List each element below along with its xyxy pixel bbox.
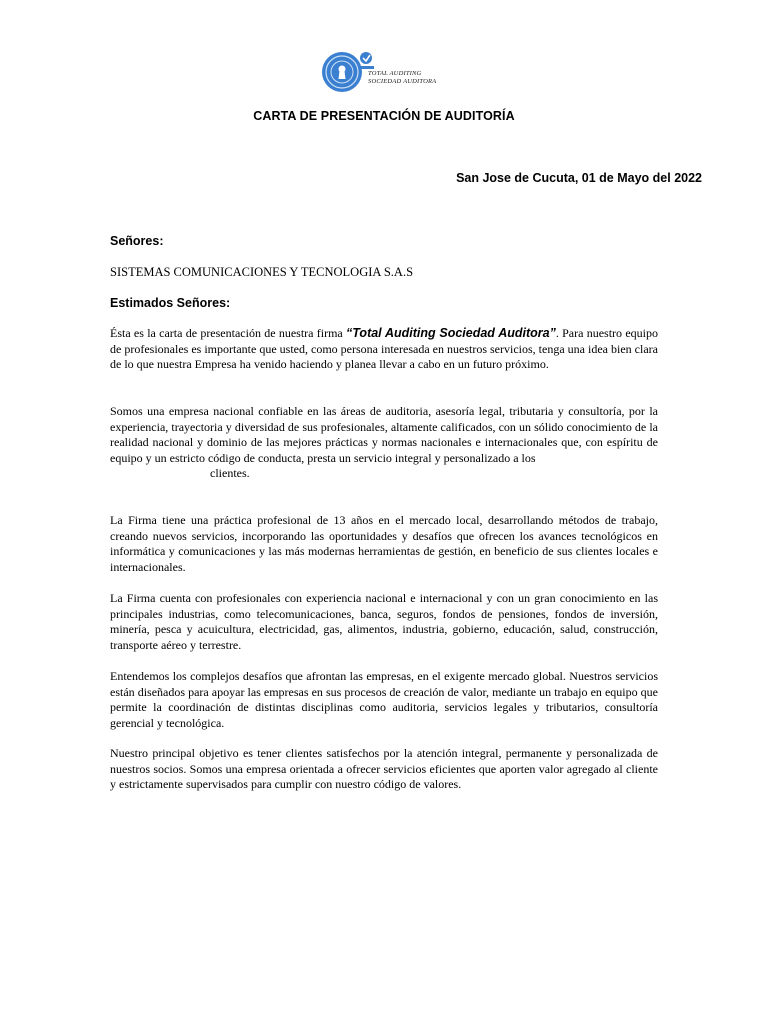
recipient-company: SISTEMAS COMUNICACIONES Y TECNOLOGIA S.A.S bbox=[110, 265, 414, 279]
about-text: Somos una empresa nacional confiable en las áreas de auditoria, asesoría legal, tributaria y consultoría, por la experiencia, trayectoria y diversidad de sus profesionales, altamente calificados, con un sólido conocimiento de la realidad nacional y dominio de las mejores prácticas y normas nacionales e internacionales que, con espíritu de equipo y un estricto código de conducta, presta un servicio integral y personalizado a los bbox=[110, 404, 658, 465]
logo-text bbox=[368, 70, 436, 86]
logo-line-1: TOTAL AUDITING bbox=[368, 70, 422, 77]
greeting: Estimados Señores: bbox=[110, 296, 231, 310]
paragraph-about bbox=[110, 404, 658, 482]
about-text-tail: clientes. bbox=[210, 466, 250, 480]
paragraph-objective: Nuestro principal objetivo es tener clientes satisfechos por la atención integral, permanente y personalizada de nuestros socios. Somos una empresa orientada a ofrecer servicios eficientes que aporten valor agregado al cliente y estrictamente supervisados para cumplir con nuestro código de valores. bbox=[110, 746, 658, 791]
intro-text-start: Ésta es la carta de presentación de nuestra firma bbox=[110, 326, 347, 340]
intro-text-end: . Para nuestro equipo de profesionales es importante que usted, como persona interesada en nuestros servicios, tenga una idea bien clara de lo que nuestra Empresa ha venido haciendo y planea llevar a cabo en un futuro próximo. bbox=[110, 326, 658, 371]
document-title: CARTA DE PRESENTACIÓN DE AUDITORÍA bbox=[253, 109, 515, 123]
salutation: Señores: bbox=[110, 234, 164, 248]
paragraph-introduction bbox=[110, 326, 658, 373]
paragraph-experience: La Firma tiene una práctica profesional de 13 años en el mercado local, desarrollando métodos de trabajo, creando nuevos servicios, incorporando las oportunidades y desafíos que ofrecen los avances tecnológicos en informática y comunicaciones y las más modernas herramientas de gestión, en beneficio de sus clientes locales e internacionales. bbox=[110, 513, 658, 574]
paragraph-services: Entendemos los complejos desafíos que afrontan las empresas, en el exigente mercado global. Nuestros servicios están diseñados para apoyar las empresas en sus procesos de creación de valor, mediante un trabajo en equipo que permite la coordinación de distintas disciplinas como auditoria, servicios legales y tributarios, consultoría gerencial y tecnológica. bbox=[110, 669, 658, 730]
paragraph-professionals: La Firma cuenta con profesionales con experiencia nacional e internacional y con un gran conocimiento en las principales industrias, como telecomunicaciones, banca, seguros, fondos de pensiones, fondos de inversión, minería, pesca y acuicultura, electricidad, gas, alimentos, industria, gobierno, educación, salud, construcción, transporte aéreo y terrestre. bbox=[110, 591, 658, 652]
company-logo bbox=[320, 48, 460, 98]
firm-name: “Total Auditing Sociedad Auditora” bbox=[346, 326, 556, 340]
logo-line-2: SOCIEDAD AUDITORA bbox=[368, 78, 437, 85]
letter-date: San Jose de Cucuta, 01 de Mayo del 2022 bbox=[456, 171, 702, 185]
